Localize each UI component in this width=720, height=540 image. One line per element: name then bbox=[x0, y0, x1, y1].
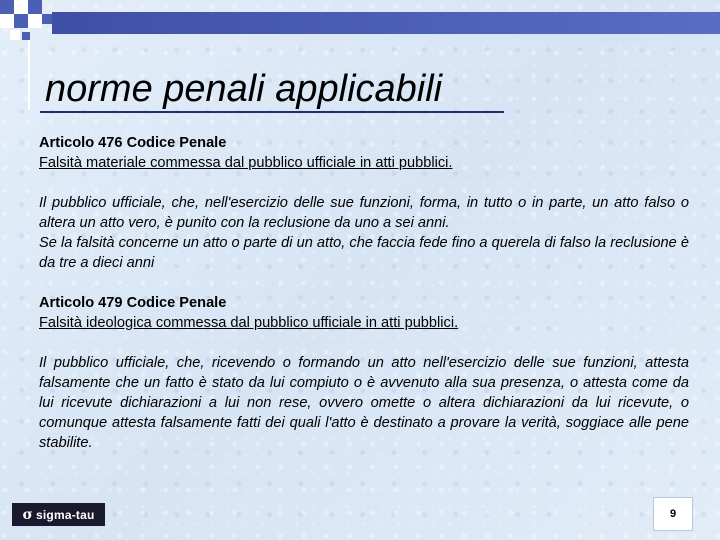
article-479-heading: Articolo 479 Codice Penale bbox=[39, 295, 227, 311]
page-number bbox=[653, 497, 693, 531]
article-479-body: Il pubblico ufficiale, che, ricevendo o formando un atto nell'esercizio delle sue funzioni, attesta falsamente che un fatto è stato da lui compiuto o è avvenuto alla sua presenza, o attesta come da lui ricevute dichiarazioni a lui non rese, ovvero omette o altera dichiarazioni da lui ricevute, o comunque attesta falsamente fatti dei quali l'atto è destinato a provare la verità, soggiace alle pene stabilite. bbox=[39, 355, 689, 451]
sigma-tau-logo bbox=[12, 503, 105, 526]
slide-content bbox=[39, 133, 689, 453]
page-number-label: 9 bbox=[669, 508, 677, 520]
article-476-body-1: Il pubblico ufficiale, che, nell'esercizio delle sue funzioni, forma, in tutto o in parte, un atto falso o altera un atto vero, è punito con la reclusione da uno a sei anni. bbox=[39, 195, 689, 231]
slide-title: norme penali applicabili bbox=[45, 68, 443, 110]
article-479-subtitle: Falsità ideologica commessa dal pubblico ufficiale in atti pubblici. bbox=[39, 315, 459, 331]
header-accent-bar bbox=[52, 12, 720, 34]
article-476-subtitle: Falsità materiale commessa dal pubblico ufficiale in atti pubblici. bbox=[39, 155, 453, 171]
article-476-body-2: Se la falsità concerne un atto o parte di un atto, che faccia fede fino a querela di falso la reclusione è da tre a dieci anni bbox=[39, 235, 689, 271]
decorative-vertical-line bbox=[28, 40, 30, 110]
logo-text: sigma-tau bbox=[36, 507, 95, 522]
corner-decoration bbox=[0, 0, 60, 50]
title-underline bbox=[40, 111, 504, 113]
sigma-icon: σ bbox=[22, 506, 34, 523]
article-476-heading: Articolo 476 Codice Penale bbox=[39, 135, 227, 151]
